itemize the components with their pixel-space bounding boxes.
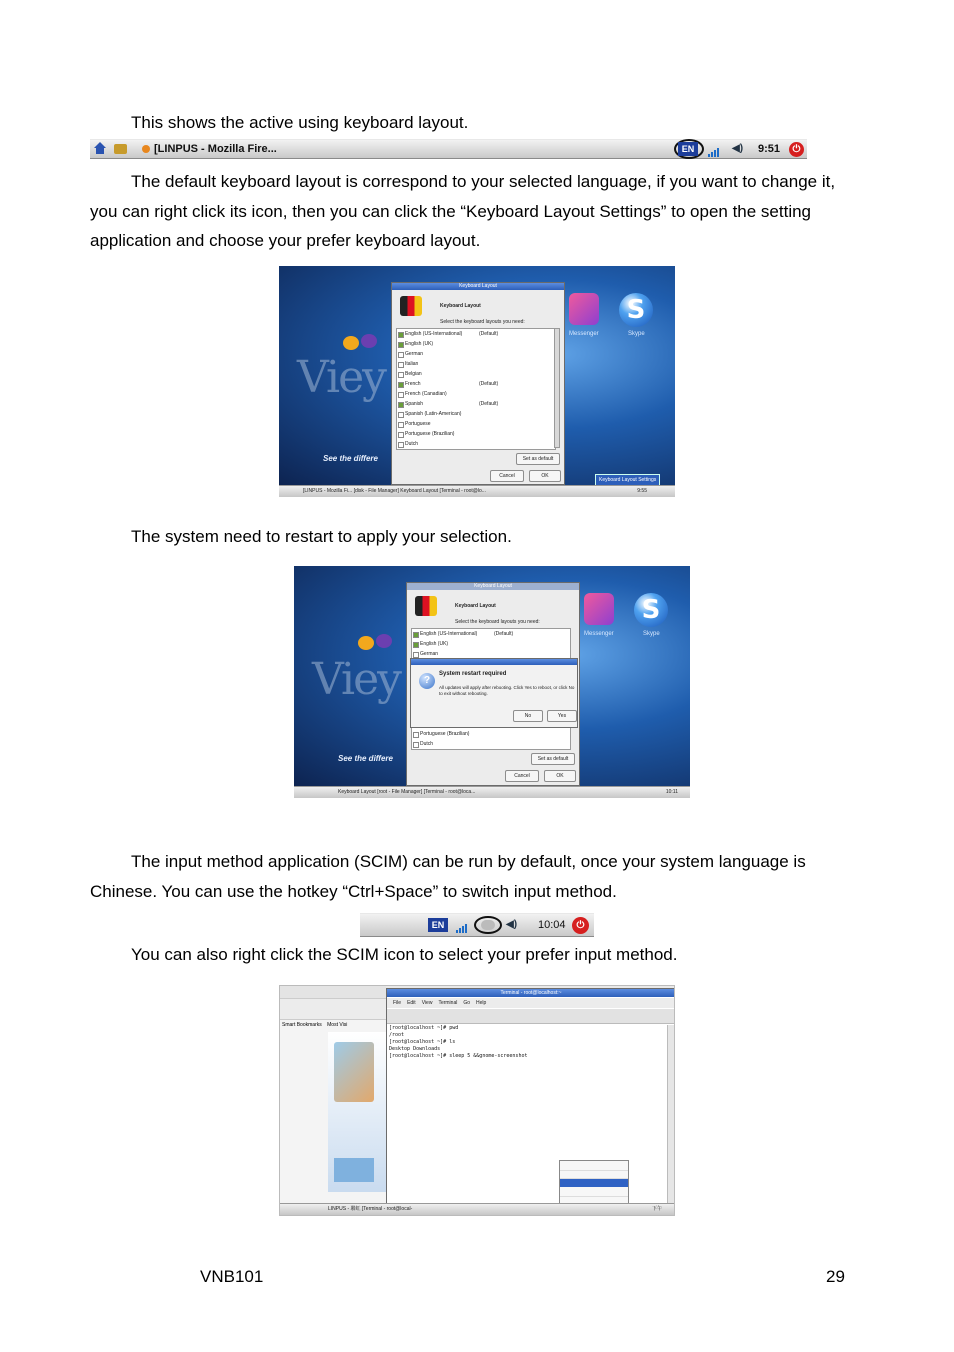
layout-list[interactable]	[396, 328, 556, 450]
layout-list-item[interactable]	[397, 379, 555, 389]
layout-name: Belgian	[405, 371, 422, 377]
birds-logo-icon	[358, 630, 398, 654]
desktop-logo-text: Viey	[312, 654, 400, 705]
layout-list-item[interactable]	[412, 729, 570, 739]
paragraph-scim-right-click: You can also right click the SCIM icon to select your prefer input method.	[131, 945, 678, 964]
layout-checkbox[interactable]	[398, 402, 404, 408]
layout-checkbox[interactable]	[413, 632, 419, 638]
browser-menubar	[280, 986, 386, 999]
wifi-signal-icon	[708, 145, 720, 157]
terminal-menu-item[interactable]: Help	[476, 1000, 487, 1006]
layout-list-item[interactable]	[397, 359, 555, 369]
layout-checkbox[interactable]	[398, 352, 404, 358]
most-visited-label[interactable]: Most Visi	[327, 1022, 348, 1028]
volume-icon[interactable]: ◀)	[506, 919, 518, 930]
window-titlebar: Keyboard Layout	[407, 583, 579, 590]
layout-name: French (Canadian)	[405, 391, 447, 397]
layout-name: Dutch	[405, 441, 419, 447]
restart-title: System restart required	[439, 671, 507, 677]
taskbar-keyboard-layout	[90, 139, 807, 159]
desktop-skype-label: Skype	[628, 331, 645, 337]
screenshot-keyboard-layout-dialog	[279, 266, 675, 497]
restart-titlebar	[411, 659, 577, 665]
layout-list-item[interactable]	[397, 419, 555, 429]
clock: 9:51	[758, 143, 781, 155]
keyboard-layout-icon[interactable]: EN	[678, 142, 698, 156]
layout-default-note: (Default)	[479, 381, 499, 387]
desktop-skype-label: Skype	[643, 631, 660, 637]
layout-name: Portuguese (Brazilian)	[405, 431, 455, 437]
browser-toolbar	[280, 999, 386, 1020]
paragraph-restart: The system need to restart to apply your selection.	[131, 527, 512, 546]
layout-list-item[interactable]	[397, 329, 555, 339]
layout-name: Portuguese	[405, 421, 431, 427]
layout-name: Dutch	[420, 741, 434, 747]
taskbar-clock: 10:11	[665, 789, 678, 795]
layout-checkbox[interactable]	[398, 382, 404, 388]
screenshot-taskbar	[279, 485, 675, 497]
taskbar-text: [LINPUS - Mozilla Fi... [disk - File Manager] Keyboard Layout [Terminal - root@lo...	[303, 488, 486, 494]
layout-name: English (UK)	[420, 641, 449, 647]
browser-window	[280, 986, 386, 1206]
list-scrollbar[interactable]	[554, 328, 560, 448]
layout-checkbox[interactable]	[398, 432, 404, 438]
folder-icon[interactable]	[114, 144, 127, 154]
layout-checkbox[interactable]	[398, 442, 404, 448]
taskbar-clock: 9:55	[637, 488, 647, 494]
keyboard-layout-window	[391, 282, 565, 485]
layout-name: English (US-International)	[405, 331, 463, 337]
keyboard-layout-icon[interactable]: EN	[428, 918, 448, 932]
dialog-instruction: Select the keyboard layouts you need:	[455, 619, 540, 625]
browser-content	[328, 1032, 386, 1192]
terminal-output	[389, 1025, 527, 1060]
layout-list-item[interactable]	[397, 429, 555, 439]
set-default-button[interactable]: Set as default	[531, 753, 575, 765]
terminal-line: [root@localhost ~]# ls	[389, 1039, 456, 1045]
terminal-menu-item[interactable]: Edit	[407, 1000, 416, 1006]
dialog-header: Keyboard Layout	[440, 303, 481, 309]
terminal-window	[386, 988, 675, 1206]
keyboard-flag-icon	[400, 296, 422, 316]
no-button[interactable]: No	[513, 710, 543, 722]
volume-icon[interactable]: ◀)	[732, 143, 744, 154]
terminal-toolbar	[387, 1009, 675, 1024]
footer-model: VNB101	[200, 1267, 264, 1286]
taskbar-text: Keyboard Layout [root - File Manager] [Terminal - root@loca...	[338, 789, 476, 795]
layout-checkbox[interactable]	[398, 362, 404, 368]
paragraph-active-layout: This shows the active using keyboard layout.	[131, 113, 469, 132]
keyboard-flag-icon	[415, 596, 437, 616]
browser-bookmarks	[282, 1022, 347, 1028]
layout-list-item[interactable]	[397, 399, 555, 409]
taskbar-text: LINPUS - 聯虹 [Terminal - root@local-	[328, 1206, 413, 1212]
power-icon[interactable]: ⏻	[572, 917, 589, 934]
terminal-menubar	[387, 998, 675, 1008]
layout-name: English (UK)	[405, 341, 434, 347]
layout-checkbox[interactable]	[398, 392, 404, 398]
layout-checkbox[interactable]	[413, 732, 419, 738]
screenshot-taskbar	[280, 1203, 674, 1215]
layout-list-item[interactable]	[412, 639, 570, 649]
layout-name: Spanish (Latin-American)	[405, 411, 462, 417]
skype-icon[interactable]: S	[619, 293, 653, 327]
screenshot-taskbar	[294, 786, 690, 798]
layout-list-item[interactable]	[397, 389, 555, 399]
layout-checkbox[interactable]	[398, 412, 404, 418]
footer-page-number: 29	[826, 1267, 845, 1286]
layout-name: German	[405, 351, 424, 357]
layout-list-item[interactable]	[397, 409, 555, 419]
layout-list-item[interactable]	[397, 339, 555, 349]
ok-button[interactable]: OK	[529, 470, 561, 482]
smart-bookmarks-label[interactable]: Smart Bookmarks	[282, 1022, 322, 1028]
desktop-slogan: See the differe	[323, 454, 378, 463]
terminal-line: /root	[389, 1032, 405, 1038]
taskbar-clock: 下午	[651, 1206, 662, 1212]
screenshot-scim-menu	[279, 985, 675, 1216]
layout-name: German	[420, 651, 439, 657]
window-titlebar: Keyboard Layout	[392, 283, 564, 290]
tooltip-keyboard-layout-settings: Keyboard Layout Settings	[595, 474, 660, 486]
cancel-button[interactable]: Cancel	[490, 470, 524, 482]
layout-list-item[interactable]	[397, 349, 555, 359]
paragraph-default-layout: The default keyboard layout is correspond to your selected language, if you want to change it, you can right click its icon, then you can click the “Keyboard Layout Settings” to open the setting application and choose your prefer keyboard layout.	[90, 172, 836, 250]
power-icon[interactable]: ⏻	[789, 142, 804, 157]
layout-name: Portuguese (Brazilian)	[420, 731, 470, 737]
layout-default-note: (Default)	[479, 331, 499, 337]
layout-list-item[interactable]	[412, 629, 570, 639]
scim-menu-selected[interactable]	[560, 1179, 628, 1187]
layout-checkbox[interactable]	[413, 742, 419, 748]
screenshot-restart-dialog	[294, 566, 690, 798]
layout-checkbox[interactable]	[398, 372, 404, 378]
terminal-menu-item[interactable]: File	[393, 1000, 402, 1006]
messenger-icon[interactable]	[584, 593, 614, 625]
skype-icon[interactable]: S	[634, 593, 668, 627]
terminal-scrollbar[interactable]	[667, 1025, 675, 1205]
restart-message: All updates will apply after rebooting. Click Yes to reboot, or click No to exit without rebooting.	[439, 685, 575, 696]
restart-dialog	[410, 658, 578, 728]
birds-logo-icon	[343, 330, 383, 354]
clock: 10:04	[538, 919, 566, 931]
layout-default-note: (Default)	[479, 401, 499, 407]
paragraph-scim: The input method application (SCIM) can be run by default, once your system language is Chinese. You can use the hotkey “Ctrl+Space” to switch input method.	[90, 852, 806, 901]
scim-icon[interactable]	[481, 920, 495, 930]
layout-list-item[interactable]	[397, 439, 555, 449]
desktop-messenger-label: Messenger	[584, 631, 614, 637]
layout-checkbox[interactable]	[398, 342, 404, 348]
dialog-header: Keyboard Layout	[455, 603, 496, 609]
ok-button[interactable]: OK	[544, 770, 576, 782]
terminal-menu-item[interactable]: Terminal	[438, 1000, 458, 1006]
yes-button[interactable]: Yes	[547, 710, 577, 722]
terminal-titlebar: Terminal - root@localhost:~	[387, 989, 675, 997]
terminal-line: [root@localhost ~]# sleep 5 &&gnome-screenshot	[389, 1053, 528, 1059]
dialog-instruction: Select the keyboard layouts you need:	[440, 319, 525, 325]
layout-name: Italian	[405, 361, 419, 367]
layout-name: French	[405, 381, 421, 387]
layout-list-item[interactable]	[412, 739, 570, 749]
layout-checkbox[interactable]	[398, 422, 404, 428]
layout-checkbox[interactable]	[398, 332, 404, 338]
terminal-menu-item[interactable]: Go	[463, 1000, 471, 1006]
terminal-line: [root@localhost ~]# pwd	[389, 1025, 459, 1031]
taskbar-window-title[interactable]: [LINPUS - Mozilla Fire...	[154, 143, 277, 155]
firefox-icon	[142, 145, 150, 153]
terminal-menu-item[interactable]: View	[421, 1000, 433, 1006]
layout-name: English (US-International)	[420, 631, 478, 637]
terminal-line: Desktop Downloads	[389, 1046, 441, 1052]
layout-name: Spanish	[405, 401, 424, 407]
cancel-button[interactable]: Cancel	[505, 770, 539, 782]
desktop-messenger-label: Messenger	[569, 331, 599, 337]
wifi-signal-icon	[456, 921, 468, 933]
messenger-icon[interactable]	[569, 293, 599, 325]
layout-default-note: (Default)	[494, 631, 514, 637]
set-default-button[interactable]: Set as default	[516, 453, 560, 465]
taskbar-scim	[360, 913, 594, 937]
desktop-slogan: See the differe	[338, 754, 393, 763]
layout-checkbox[interactable]	[413, 642, 419, 648]
question-icon: ?	[419, 673, 435, 689]
desktop-logo-text: Viey	[297, 352, 385, 403]
layout-list-item[interactable]	[397, 369, 555, 379]
